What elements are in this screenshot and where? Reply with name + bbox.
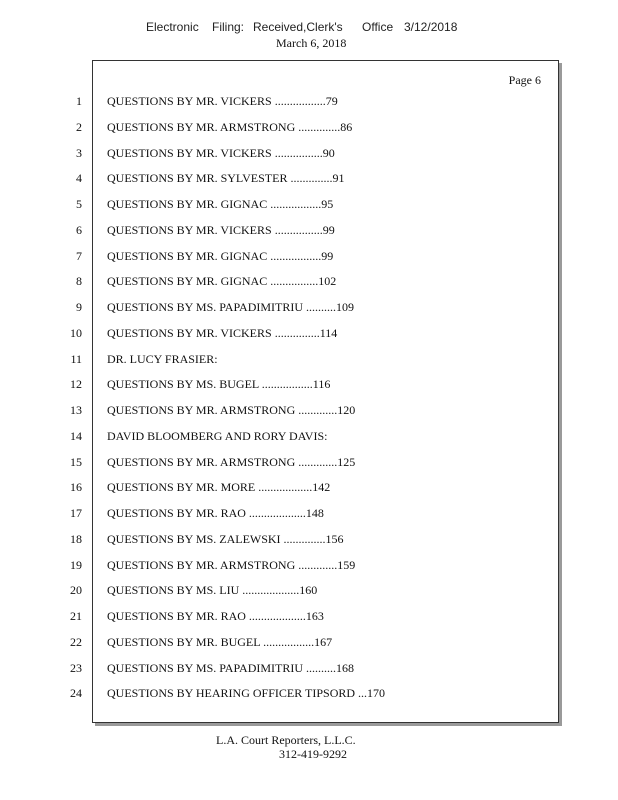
line-number: 4 [76, 171, 82, 186]
transcript-line: QUESTIONS BY MR. ARMSTRONG ..............86 [107, 119, 353, 134]
transcript-line: QUESTIONS BY MR. BUGEL .................167 [107, 634, 333, 649]
transcript-line: QUESTIONS BY MS. BUGEL .................116 [107, 377, 331, 392]
transcript-line: QUESTIONS BY MS. PAPADIMITRIU ..........168 [107, 660, 355, 675]
transcript-line: QUESTIONS BY MR. MORE ..................142 [107, 480, 331, 495]
line-number: 21 [70, 609, 82, 623]
line-number: 6 [76, 222, 82, 237]
transcript-line: QUESTIONS BY MS. ZALEWSKI ..............156 [107, 531, 344, 546]
line-number: 9 [76, 300, 82, 314]
line-number: 14 [70, 428, 82, 443]
stamp-date: 3/12/2018 [404, 20, 458, 34]
line-number: 8 [76, 274, 82, 289]
line-number: 15 [70, 454, 82, 469]
line-number: 2 [76, 119, 82, 134]
line-number: 5 [76, 197, 82, 211]
transcript-line: QUESTIONS BY HEARING OFFICER TIPSORD ...170 [107, 686, 386, 701]
transcript-line: QUESTIONS BY MR. GIGNAC .................99 [107, 248, 334, 263]
transcript-line: QUESTIONS BY MR. VICKERS ................99 [107, 222, 335, 237]
transcript-lines [107, 89, 547, 707]
line-number: 24 [70, 686, 82, 701]
line-number: 13 [70, 403, 82, 417]
stamp-office: Office [362, 20, 394, 34]
line-number: 1 [76, 94, 82, 108]
hearing-date: March 6, 2018 [276, 36, 347, 50]
court-reporter-name: L.A. Court Reporters, L.L.C. [216, 733, 356, 747]
line-number: 11 [70, 351, 82, 366]
transcript-line: QUESTIONS BY MR. ARMSTRONG .............125 [107, 454, 356, 469]
line-number-column [40, 89, 82, 707]
stamp-received-clerks: Received,Clerk's [253, 20, 343, 34]
transcript-line: QUESTIONS BY MS. PAPADIMITRIU ..........109 [107, 300, 355, 314]
transcript-line: QUESTIONS BY MR. ARMSTRONG .............159 [107, 557, 356, 572]
line-number: 17 [70, 506, 82, 520]
transcript-line: QUESTIONS BY MR. RAO ...................148 [107, 506, 324, 520]
transcript-line: QUESTIONS BY MR. VICKERS .................79 [107, 94, 338, 108]
line-number: 18 [70, 531, 82, 546]
transcript-line: QUESTIONS BY MR. SYLVESTER ..............91 [107, 171, 345, 186]
transcript-line: QUESTIONS BY MR. GIGNAC .................95 [107, 197, 334, 211]
transcript-line: QUESTIONS BY MR. GIGNAC ................102 [107, 274, 337, 289]
line-number: 16 [70, 480, 82, 495]
court-reporter-phone: 312-419-9292 [279, 747, 347, 761]
line-number: 12 [70, 377, 82, 392]
page-number: Page 6 [508, 73, 541, 87]
line-number: 3 [76, 145, 82, 160]
line-number: 19 [70, 557, 82, 572]
line-number: 20 [70, 583, 82, 598]
line-number: 7 [76, 248, 82, 263]
transcript-line: QUESTIONS BY MR. ARMSTRONG .............120 [107, 403, 356, 417]
transcript-line: QUESTIONS BY MR. VICKERS ...............114 [107, 325, 338, 340]
line-number: 22 [70, 634, 82, 649]
transcript-line: DR. LUCY FRASIER: [107, 351, 218, 366]
line-number: 23 [70, 660, 82, 675]
stamp-filing: Filing: [212, 20, 245, 34]
stamp-electronic: Electronic [146, 20, 199, 34]
transcript-line: QUESTIONS BY MR. VICKERS ................90 [107, 145, 335, 160]
transcript-line: DAVID BLOOMBERG AND RORY DAVIS: [107, 428, 328, 443]
transcript-line: QUESTIONS BY MS. LIU ...................160 [107, 583, 318, 598]
transcript-line: QUESTIONS BY MR. RAO ...................163 [107, 609, 324, 623]
line-number: 10 [70, 325, 82, 340]
